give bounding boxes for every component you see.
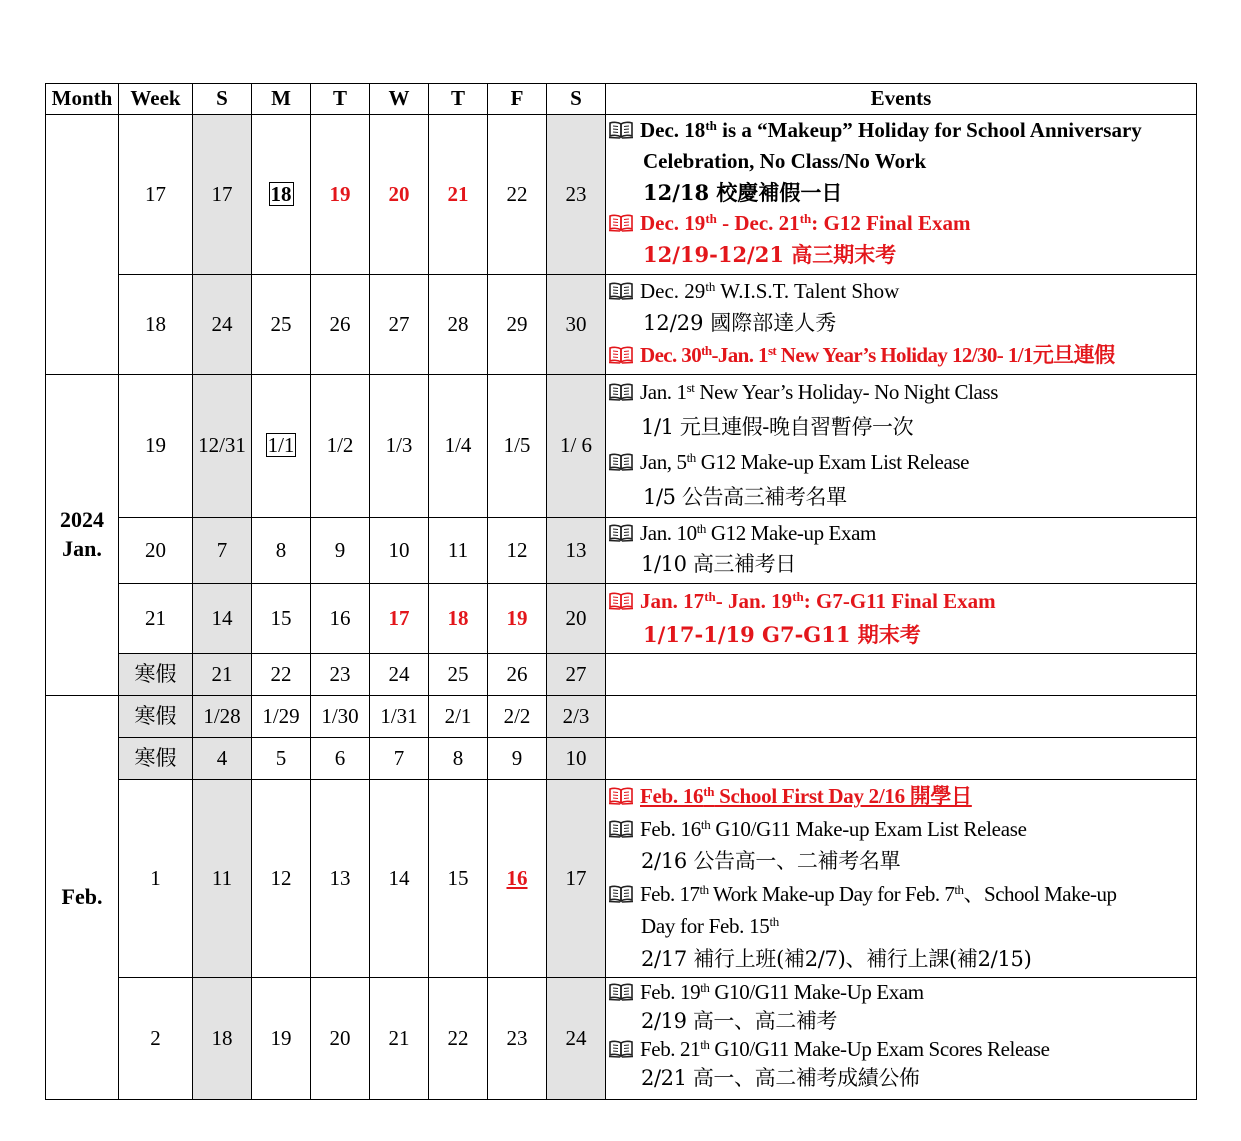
day-cell: 11 [429, 518, 488, 584]
day-cell: 20 [547, 584, 606, 654]
day-cell: 2/1 [429, 696, 488, 738]
day-cell: 9 [311, 518, 370, 584]
day-cell: 2/3 [547, 696, 606, 738]
day-cell: 24 [193, 275, 252, 375]
day-cell: 1/5 [488, 375, 547, 518]
table-row [46, 518, 1197, 584]
day-cell: 27 [547, 654, 606, 696]
day-boxed: 18 [270, 181, 292, 206]
day-cell: 9 [488, 738, 547, 780]
event-line: 2/19 高一、高二補考 [641, 1008, 838, 1033]
day-cell: 23 [488, 978, 547, 1100]
day-cell: 12 [488, 518, 547, 584]
open-book-icon [608, 524, 634, 541]
day-cell: 10 [370, 518, 429, 584]
month-cell-dec [46, 115, 119, 375]
day-cell: 5 [252, 738, 311, 780]
table-row [46, 584, 1197, 654]
open-book-icon [608, 592, 634, 609]
open-book-icon [608, 214, 634, 231]
day-cell: 16 [311, 584, 370, 654]
events-cell [606, 275, 1197, 375]
events-cell [606, 738, 1197, 780]
event-line: Dec. 30th-Jan. 1st New Year’s Holiday 12/30- 1/1元旦連假 [608, 339, 1194, 371]
event-line: 1/5 公告高三補考名單 [643, 485, 847, 509]
open-book-icon [608, 983, 634, 1000]
day-cell: 29 [488, 275, 547, 375]
day-cell: 13 [311, 780, 370, 978]
event-line: 1/10 高三補考日 [641, 552, 796, 576]
day-cell [488, 780, 547, 978]
header-day: W [370, 84, 429, 115]
day-cell: 17 [193, 115, 252, 275]
event-line: 1/1 元旦連假-晚自習暫停一次 [641, 415, 914, 439]
header-day: S [547, 84, 606, 115]
day-cell: 20 [311, 978, 370, 1100]
week-cell: 18 [119, 275, 193, 375]
day-cell: 28 [429, 275, 488, 375]
day-cell: 1/28 [193, 696, 252, 738]
day-cell: 24 [547, 978, 606, 1100]
day-cell: 18 [193, 978, 252, 1100]
day-cell: 18 [429, 584, 488, 654]
day-cell: 11 [193, 780, 252, 978]
day-cell: 10 [547, 738, 606, 780]
event-line: Jan. 10th G12 Make-up Exam [608, 518, 1194, 549]
day-cell: 23 [547, 115, 606, 275]
open-book-icon [608, 885, 634, 902]
events-cell [606, 696, 1197, 738]
week-cell: 21 [119, 584, 193, 654]
day-cell: 12 [252, 780, 311, 978]
day-cell: 2/2 [488, 696, 547, 738]
day-cell: 14 [193, 584, 252, 654]
event-line: Feb. 19th G10/G11 Make-Up Exam [608, 978, 1194, 1007]
header-events: Events [606, 84, 1197, 115]
event-line: 2/16 公告高一、二補考名單 [641, 849, 901, 873]
day-cell: 1/30 [311, 696, 370, 738]
header-day: T [311, 84, 370, 115]
events-cell [606, 654, 1197, 696]
day-cell: 21 [370, 978, 429, 1100]
events-cell [606, 780, 1197, 978]
events-cell [606, 584, 1197, 654]
event-line: 1/17-1/19 G7-G11 期末考 [643, 622, 921, 647]
day-cell: 1/3 [370, 375, 429, 518]
week-cell: 1 [119, 780, 193, 978]
day-boxed: 1/1 [267, 433, 295, 458]
open-book-icon [608, 820, 634, 837]
header-day: F [488, 84, 547, 115]
header-day: S [193, 84, 252, 115]
day-cell: 20 [370, 115, 429, 275]
day-cell: 22 [252, 654, 311, 696]
open-book-icon [608, 282, 634, 299]
day-cell: 8 [429, 738, 488, 780]
open-book-icon [608, 383, 634, 400]
event-line: Feb. 21th G10/G11 Make-Up Exam Scores Release [608, 1035, 1194, 1064]
day-cell: 7 [193, 518, 252, 584]
day-cell [252, 375, 311, 518]
day-cell: 26 [311, 275, 370, 375]
day-cell: 27 [370, 275, 429, 375]
event-line: Feb. 16th School First Day 2/16 開學日 [608, 780, 1194, 813]
day-cell: 6 [311, 738, 370, 780]
event-line: Celebration, No Class/No Work [643, 149, 927, 173]
day-cell: 23 [311, 654, 370, 696]
day-cell: 1/29 [252, 696, 311, 738]
open-book-icon [608, 453, 634, 470]
day-cell: 21 [193, 654, 252, 696]
day-cell: 26 [488, 654, 547, 696]
day-cell: 19 [488, 584, 547, 654]
table-row [46, 654, 1197, 696]
day-cell: 12/31 [193, 375, 252, 518]
week-cell: 2 [119, 978, 193, 1100]
events-cell [606, 115, 1197, 275]
events-cell [606, 518, 1197, 584]
day-cell: 1/ 6 [547, 375, 606, 518]
event-line: 12/18 校慶補假一日 [643, 180, 843, 205]
day-cell: 17 [547, 780, 606, 978]
header-row [46, 84, 1197, 115]
table-row [46, 978, 1197, 1100]
month-label: Jan. [62, 536, 102, 561]
table-row [46, 696, 1197, 738]
table-row [46, 780, 1197, 978]
week-cell: 寒假 [119, 654, 193, 696]
week-cell: 寒假 [119, 696, 193, 738]
day-cell: 13 [547, 518, 606, 584]
event-line: Dec. 19th - Dec. 21th: G12 Final Exam [608, 208, 1194, 239]
header-day: M [252, 84, 311, 115]
open-book-icon [608, 121, 634, 138]
open-book-icon [608, 346, 634, 363]
table-row [46, 115, 1197, 275]
day-cell: 22 [429, 978, 488, 1100]
day-cell: 15 [429, 780, 488, 978]
event-line: 12/29 國際部達人秀 [643, 311, 837, 335]
day-cell: 1/2 [311, 375, 370, 518]
year-label: 2024 [60, 507, 104, 533]
header-day: T [429, 84, 488, 115]
open-book-icon [608, 1040, 634, 1057]
events-cell [606, 978, 1197, 1100]
day-cell: 8 [252, 518, 311, 584]
event-line: 12/19-12/21 高三期末考 [643, 242, 897, 267]
day-highlight: 16 [506, 865, 528, 890]
month-cell-jan [46, 375, 119, 696]
day-cell: 19 [252, 978, 311, 1100]
day-cell: 1/31 [370, 696, 429, 738]
week-cell: 19 [119, 375, 193, 518]
table-row [46, 738, 1197, 780]
month-label: Feb. [61, 884, 103, 910]
day-cell: 7 [370, 738, 429, 780]
open-book-icon [608, 787, 634, 804]
day-cell: 30 [547, 275, 606, 375]
event-line: Feb. 16th G10/G11 Make-up Exam List Release [608, 813, 1194, 846]
day-cell: 21 [429, 115, 488, 275]
calendar-table [45, 83, 1197, 1100]
event-line: Day for Feb. 15th [641, 914, 779, 938]
header-month: Month [46, 84, 119, 115]
event-line: Dec. 29th W.I.S.T. Talent Show [608, 275, 1194, 307]
event-line: Jan. 17th- Jan. 19th: G7-G11 Final Exam [608, 584, 1194, 618]
week-cell: 寒假 [119, 738, 193, 780]
day-cell: 25 [429, 654, 488, 696]
day-cell: 24 [370, 654, 429, 696]
header-week: Week [119, 84, 193, 115]
event-line: Feb. 17th Work Make-up Day for Feb. 7th、School Make-up [608, 878, 1194, 911]
event-line: 2/21 高一、高二補考成績公佈 [641, 1065, 920, 1090]
day-cell: 4 [193, 738, 252, 780]
day-cell: 25 [252, 275, 311, 375]
events-cell [606, 375, 1197, 518]
day-cell: 22 [488, 115, 547, 275]
event-line: Jan. 1st New Year’s Holiday- No Night Class [608, 375, 1194, 410]
event-line: Jan, 5th G12 Make-up Exam List Release [608, 445, 1194, 480]
day-cell: 1/4 [429, 375, 488, 518]
day-cell: 15 [252, 584, 311, 654]
event-line: 2/17 補行上班(補2/7)、補行上課(補2/15) [641, 946, 1032, 971]
month-cell-feb [46, 696, 119, 1100]
table-row [46, 275, 1197, 375]
event-line: Dec. 18th is a “Makeup” Holiday for School Anniversary [608, 115, 1194, 146]
week-cell: 20 [119, 518, 193, 584]
day-cell [252, 115, 311, 275]
day-cell: 19 [311, 115, 370, 275]
day-cell: 17 [370, 584, 429, 654]
week-cell: 17 [119, 115, 193, 275]
table-row [46, 375, 1197, 518]
day-cell: 14 [370, 780, 429, 978]
